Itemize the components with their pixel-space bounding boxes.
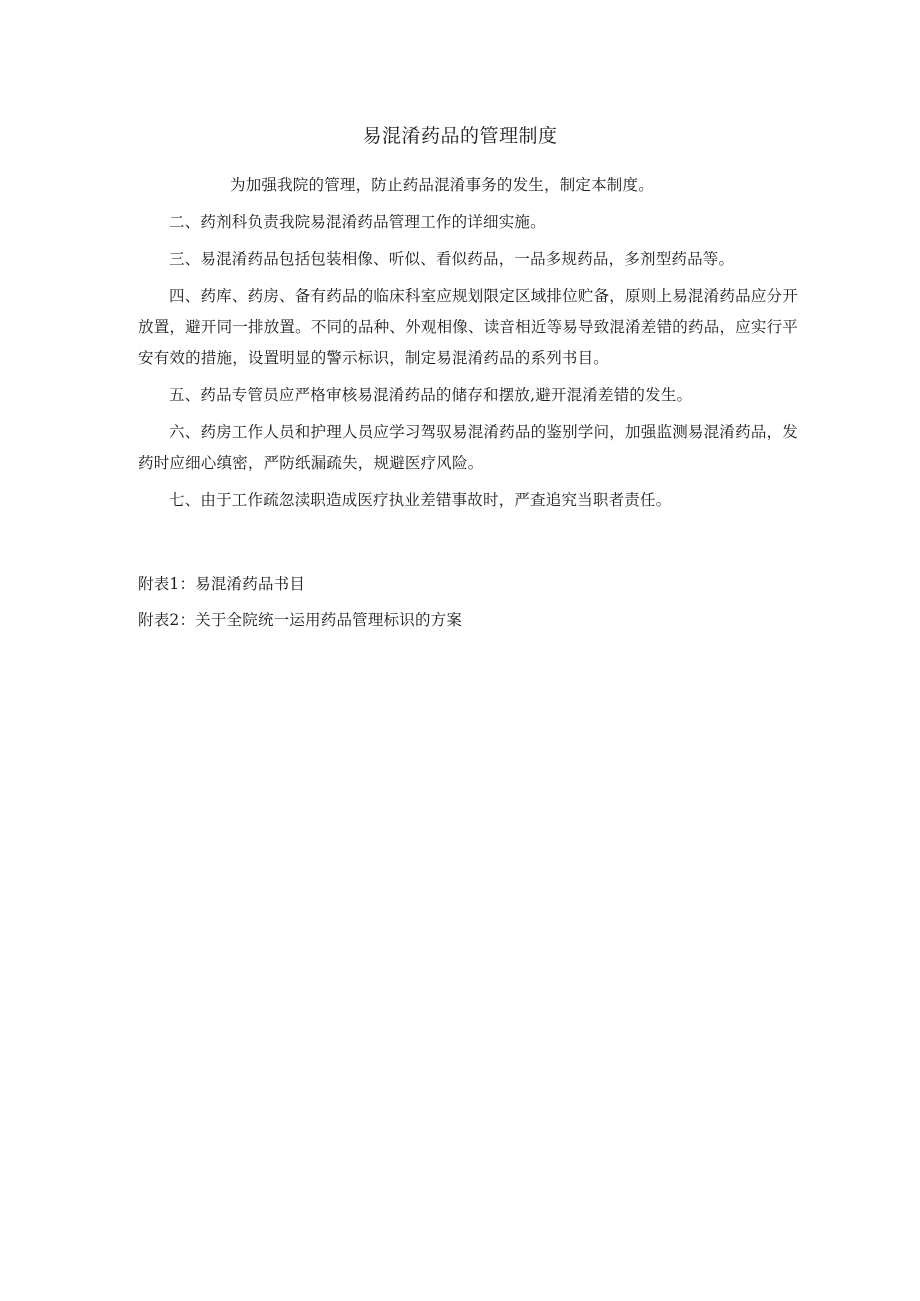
appendix-item-1: 附表1：易混淆药品书目 — [138, 575, 306, 593]
paragraph-7: 七、由于工作疏忽渎职造成医疗执业差错事故时，严查追究当职者责任。 — [169, 491, 672, 509]
paragraph-5: 五、药品专管员应严格审核易混淆药品的储存和摆放,避开混淆差错的发生。 — [169, 386, 693, 404]
paragraph-intro: 为加强我院的管理，防止药品混淆事务的发生，制定本制度。 — [230, 176, 654, 194]
paragraph-3: 三、易混淆药品包括包装相像、听似、看似药品，一品多规药品，多剂型药品等。 — [169, 250, 735, 268]
paragraph-6: 六、药房工作人员和护理人员应学习驾驭易混淆药品的鉴别学问，加强监测易混淆药品，发药时应细心缜密，严防纸漏疏失，规避医疗风险。 — [138, 423, 798, 472]
document-title: 易混淆药品的管理制度 — [362, 125, 558, 147]
appendix-item-2: 附表2：关于全院统一运用药品管理标识的方案 — [138, 611, 463, 629]
paragraph-2: 二、药剂科负责我院易混淆药品管理工作的详细实施。 — [169, 213, 546, 231]
document-body — [138, 170, 798, 522]
paragraph-4: 四、药库、药房、备有药品的临床科室应规划限定区域排位贮备，原则上易混淆药品应分开放置，避开同一排放置。不同的品种、外观相像、读音相近等易导致混淆差错的药品，应实行平安有效的措施，设置明显的警示标识，制定易混淆药品的系列书目。 — [138, 287, 798, 367]
appendix-list — [138, 566, 798, 638]
